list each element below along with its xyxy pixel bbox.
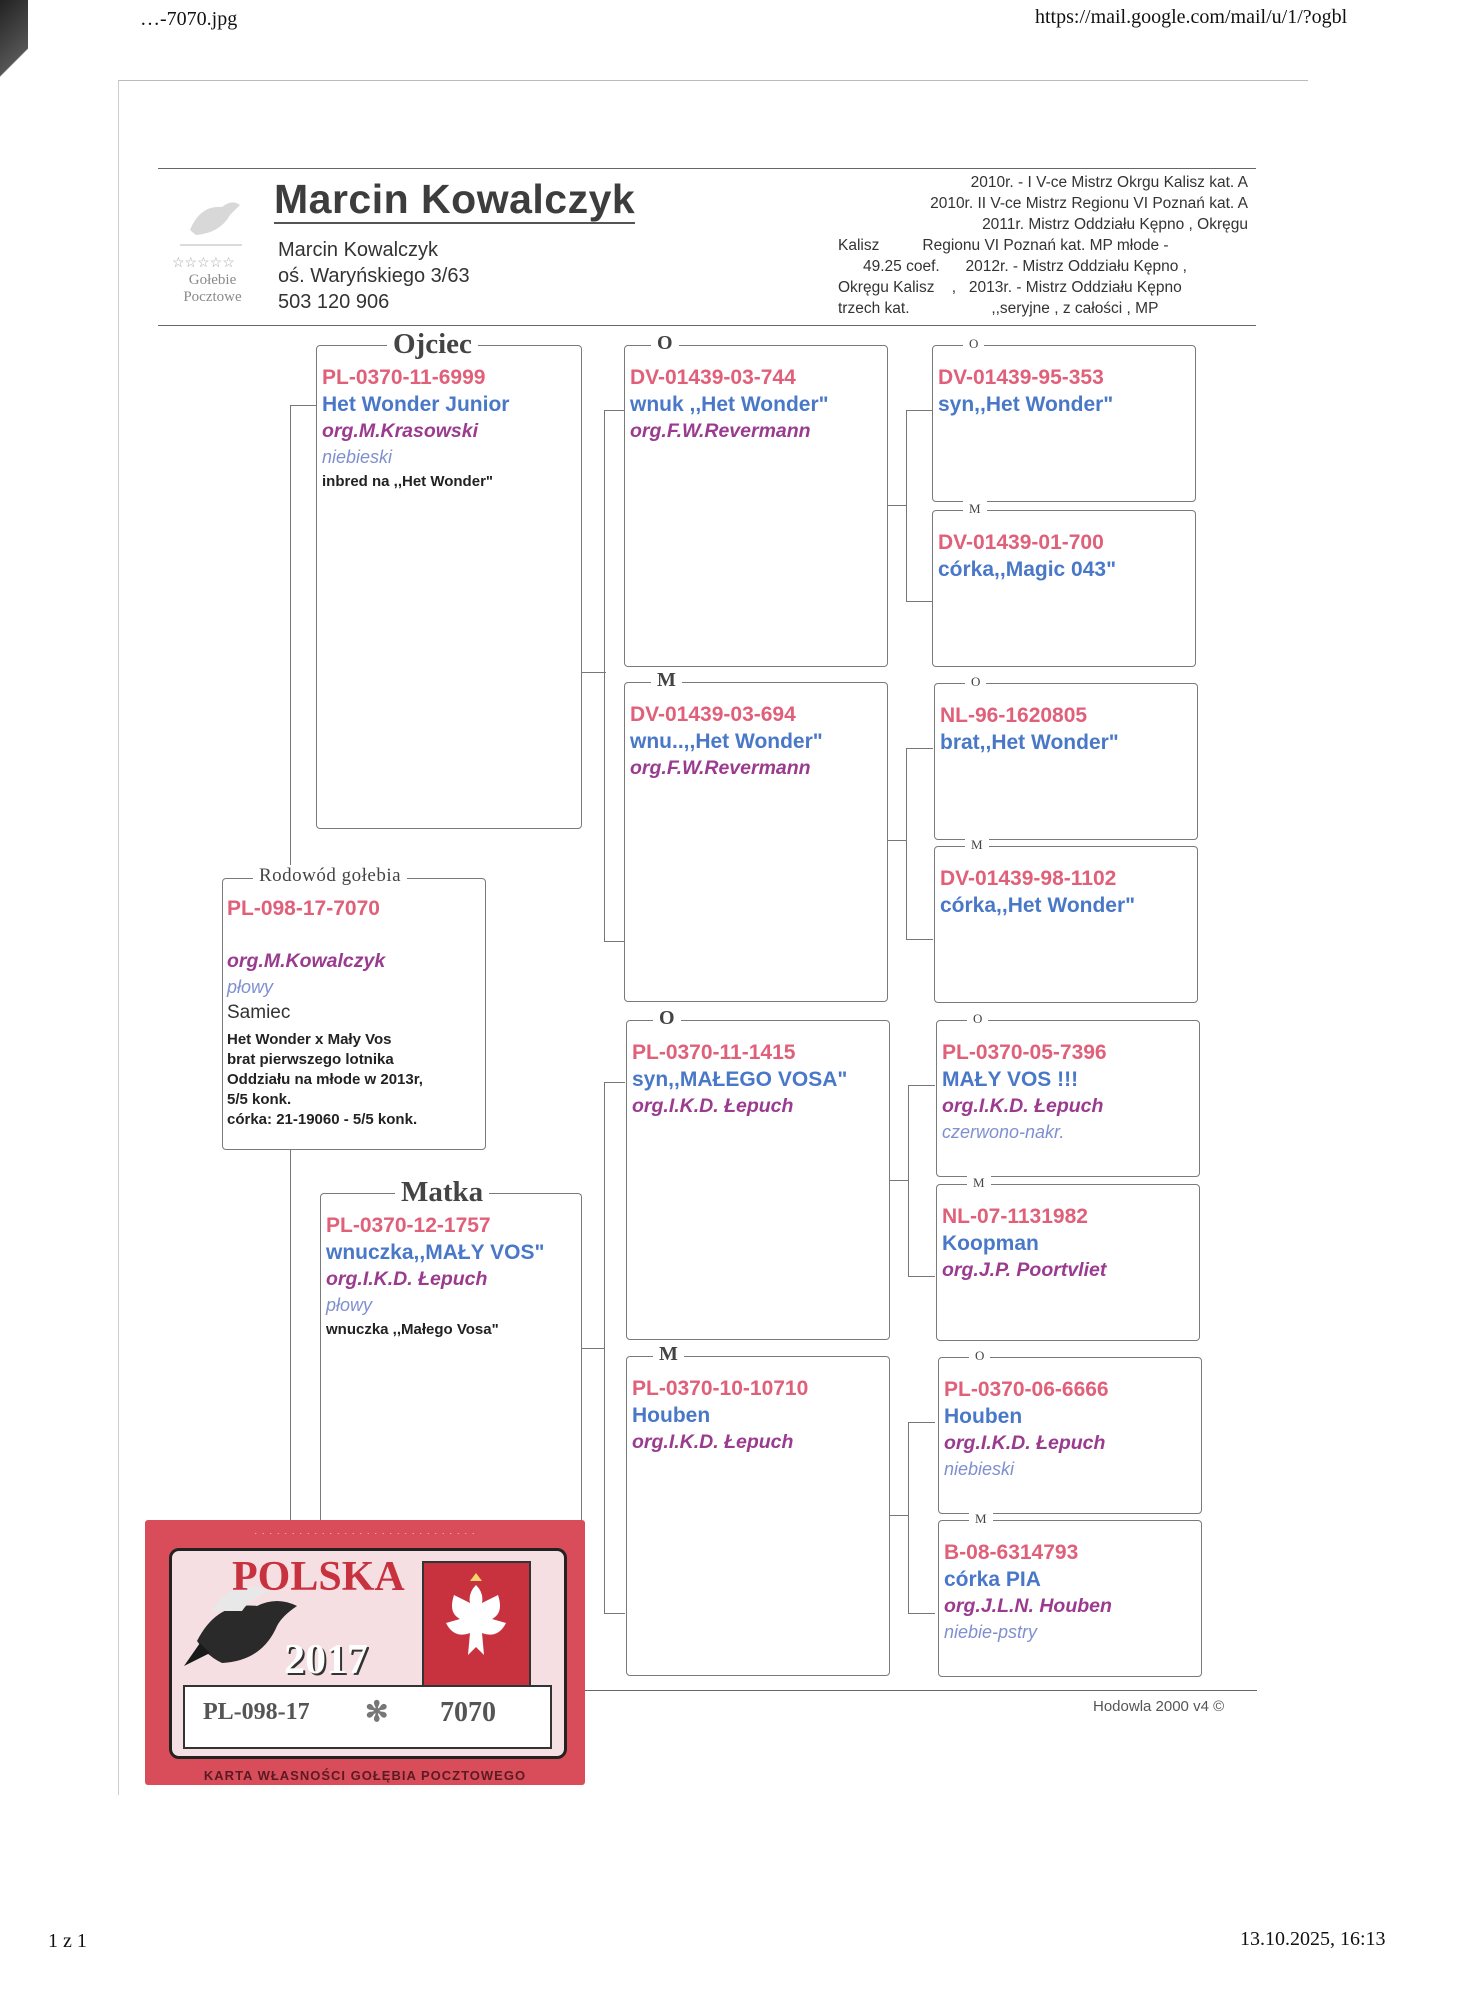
connector-subject-mother (290, 1148, 321, 1524)
eagle-icon (424, 1563, 529, 1693)
page-corner-shadow (0, 0, 28, 110)
subject-label: Rodowód gołebia (253, 865, 407, 887)
ff-org: org.F.W.Revermann (630, 420, 811, 442)
subject-note: brat pierwszego lotnika (227, 1051, 394, 1068)
pigeon-logo-icon (160, 185, 260, 271)
granddam-paternal-card[interactable] (624, 669, 888, 1002)
scan-frame-top (118, 80, 1308, 81)
mff-label: O (967, 1011, 988, 1027)
achievement-line: Kalisz Regionu VI Poznań kat. MP młode - (838, 237, 1169, 254)
logo-text-2: Pocztowe (183, 289, 242, 305)
subject-color: płowy (227, 977, 274, 997)
subject-org: org.M.Kowalczyk (227, 950, 386, 972)
ff-ring: DV-01439-03-744 (630, 366, 796, 389)
mf-org: org.I.K.D. Łepuch (632, 1095, 794, 1117)
grandsire-paternal-card[interactable] (624, 332, 888, 667)
ownership-card-pattern: · · · · · · · · · · · · · · · · · · · · · · · · · · · · · · (254, 1528, 476, 1538)
header-top-rule (158, 168, 1256, 169)
file-name: …-7070.jpg (140, 8, 238, 30)
eagle-shield (422, 1561, 531, 1695)
connector-mm-out (890, 1515, 908, 1516)
mf-label: O (653, 1007, 681, 1030)
father-ring: PL-0370-11-6999 (322, 366, 486, 389)
fmf-label: O (965, 674, 986, 690)
fm-org: org.F.W.Revermann (630, 757, 811, 779)
stamp-ring-box (183, 1685, 552, 1749)
mf-ring: PL-0370-11-1415 (632, 1041, 796, 1064)
connector-fm-out (888, 840, 906, 841)
stamp-ring-prefix: PL-098-17 (203, 1699, 310, 1725)
connector-fm-parents (906, 748, 933, 940)
mother-name: wnuczka,,MAŁY VOS" (326, 1241, 545, 1264)
fmm-ring: DV-01439-98-1102 (940, 867, 1117, 890)
stamp-country: POLSKA (232, 1554, 405, 1600)
connector-mm-parents (908, 1422, 935, 1614)
grandsire-maternal-card[interactable] (626, 1007, 890, 1340)
mm-label: M (653, 1343, 684, 1366)
mm-name: Houben (632, 1404, 711, 1427)
fm-label: M (651, 669, 682, 692)
mother-color: płowy (326, 1295, 373, 1315)
breeder-title-text: Marcin Kowalczyk (274, 176, 636, 222)
ffm-ring: DV-01439-01-700 (938, 531, 1104, 554)
connector-mf-out (890, 1180, 908, 1181)
mother-note: wnuczka ,,Małego Vosa" (326, 1321, 499, 1338)
subject-note: Het Wonder x Mały Vos (227, 1031, 392, 1048)
fmm-name: córka,,Het Wonder" (940, 894, 1136, 917)
stamp-ring-number: 7070 (440, 1697, 496, 1728)
ff-name: wnuk ,,Het Wonder" (630, 393, 829, 416)
header-bottom-rule (158, 325, 1256, 326)
fmf-name: brat,,Het Wonder" (940, 731, 1119, 754)
fff-label: O (963, 336, 984, 352)
fff-ring: DV-01439-95-353 (938, 366, 1104, 389)
mfm-name: Koopman (942, 1232, 1039, 1255)
mfm-org: org.J.P. Poortvliet (942, 1259, 1107, 1281)
subject-card[interactable] (222, 865, 486, 1150)
subject-note: córka: 21-19060 - 5/5 konk. (227, 1111, 418, 1128)
mother-label: Matka (395, 1176, 489, 1209)
mmm-color: niebie-pstry (944, 1622, 1038, 1642)
mff-org: org.I.K.D. Łepuch (942, 1095, 1104, 1117)
father-note: inbred na ,,Het Wonder" (322, 473, 494, 490)
mff-color: czerwono-nakr. (942, 1122, 1065, 1142)
fmm-label: M (965, 837, 989, 853)
granddam-maternal-card[interactable] (626, 1343, 890, 1676)
ffm-label: M (963, 501, 987, 517)
connector-father-out (582, 672, 606, 673)
ff-label: O (651, 332, 679, 355)
page-url[interactable]: https://mail.google.com/mail/u/1/?ogbl (1035, 6, 1348, 28)
connector-mother-parents (604, 1082, 625, 1614)
mother-card[interactable] (320, 1176, 582, 1534)
subject-note: 5/5 konk. (227, 1091, 292, 1108)
achievement-line: 2010r. - I V-ce Mistrz Okrgu Kalisz kat. A (970, 174, 1248, 191)
connector-subject-father (290, 405, 316, 876)
fm-ring: DV-01439-03-694 (630, 703, 796, 726)
ggp-ffm-card[interactable] (932, 501, 1196, 667)
fm-name: wnu..,,Het Wonder" (630, 730, 823, 753)
connector-ff-out (888, 505, 906, 506)
connector-father-parents (604, 410, 625, 942)
breeder-title (274, 176, 635, 223)
footer-rule (585, 1690, 1257, 1691)
svg-text:☆☆☆☆☆: ☆☆☆☆☆ (172, 256, 235, 271)
mmm-org: org.J.L.N. Houben (944, 1595, 1112, 1617)
logo-text-1: Gołebie (188, 272, 237, 288)
achievement-line: 49.25 coef. 2012r. - Mistrz Oddziału Kępno , (863, 258, 1187, 275)
father-label: Ojciec (387, 328, 478, 361)
mmf-ring: PL-0370-06-6666 (944, 1378, 1109, 1401)
ggp-mfm-card[interactable] (936, 1175, 1200, 1341)
mf-name: syn,,MAŁEGO VOSA" (632, 1068, 848, 1091)
mmm-label: M (969, 1511, 993, 1527)
mfm-ring: NL-07-1131982 (942, 1205, 1088, 1228)
connector-mf-parents (908, 1085, 935, 1277)
snowflake-icon: ✻ (365, 1697, 389, 1728)
stamp-caption: KARTA WŁASNOŚCI GOŁĘBIA POCZTOWEGO (203, 1768, 527, 1783)
fff-name: syn,,Het Wonder" (938, 393, 1114, 416)
achievement-line: Okręgu Kalisz , 2013r. - Mistrz Oddziału Kępno (838, 279, 1182, 296)
address-street: oś. Waryńskiego 3/63 (278, 265, 470, 287)
achievement-line: trzech kat. ,,seryjne , z całości , MP (838, 300, 1159, 317)
mff-name: MAŁY VOS !!! (942, 1068, 1079, 1091)
software-credit: Hodowla 2000 v4 © (1093, 1698, 1225, 1715)
subject-sex: Samiec (227, 1002, 291, 1023)
father-name: Het Wonder Junior (322, 393, 510, 416)
connector-mother-out (580, 1348, 604, 1349)
ggp-fff-card[interactable] (932, 336, 1196, 502)
mmf-name: Houben (944, 1405, 1023, 1428)
stamp-year: 2017 (284, 1637, 368, 1683)
fmf-ring: NL-96-1620805 (940, 704, 1088, 727)
mother-ring: PL-0370-12-1757 (326, 1214, 491, 1237)
father-card[interactable] (316, 328, 582, 829)
ffm-name: córka,,Magic 043" (938, 558, 1117, 581)
address-name: Marcin Kowalczyk (278, 239, 439, 261)
subject-ring: PL-098-17-7070 (227, 897, 380, 920)
ggp-mff-card[interactable] (936, 1011, 1200, 1177)
mmf-label: O (969, 1348, 990, 1364)
address-phone: 503 120 906 (278, 291, 390, 313)
achievement-line: 2010r. II V-ce Mistrz Regionu VI Poznań kat. A (930, 195, 1248, 212)
ggp-fmf-card[interactable] (934, 674, 1198, 840)
print-datetime: 13.10.2025, 16:13 (1240, 1928, 1386, 1950)
connector-ff-parents (906, 410, 933, 602)
ggp-mmf-card[interactable] (938, 1348, 1202, 1514)
mm-org: org.I.K.D. Łepuch (632, 1431, 794, 1453)
mfm-label: M (967, 1175, 991, 1191)
ggp-fmm-card[interactable] (934, 837, 1198, 1003)
ggp-mmm-card[interactable] (938, 1511, 1202, 1677)
mff-ring: PL-0370-05-7396 (942, 1041, 1107, 1064)
mmf-org: org.I.K.D. Łepuch (944, 1432, 1106, 1454)
mother-org: org.I.K.D. Łepuch (326, 1268, 488, 1290)
logo (160, 185, 265, 315)
breeder-address (278, 237, 470, 315)
achievements-block (838, 172, 1248, 319)
ownership-card (145, 1520, 585, 1785)
father-org: org.M.Krasowski (322, 420, 479, 442)
page-count: 1 z 1 (48, 1930, 87, 1952)
father-color: niebieski (322, 447, 393, 467)
subject-note: Oddziału na młode w 2013r, (227, 1071, 423, 1088)
mmm-name: córka PIA (944, 1568, 1041, 1591)
mm-ring: PL-0370-10-10710 (632, 1377, 809, 1400)
achievement-line: 2011r. Mistrz Oddziału Kępno , Okręgu (982, 216, 1248, 233)
mmm-ring: B-08-6314793 (944, 1541, 1079, 1564)
scan-frame-left (118, 80, 119, 1795)
mmf-color: niebieski (944, 1459, 1015, 1479)
